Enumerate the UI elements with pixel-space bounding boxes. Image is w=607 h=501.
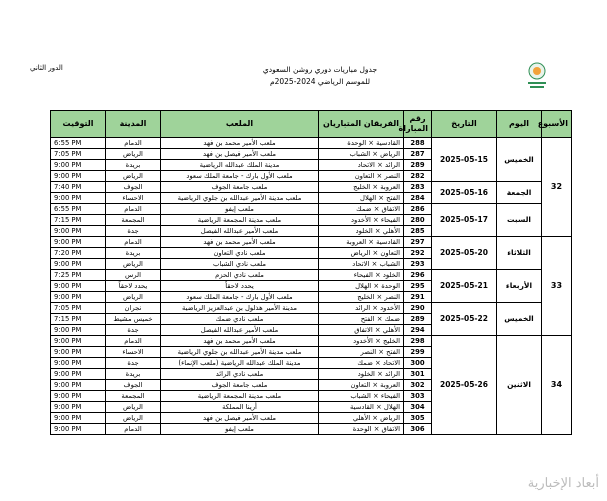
match-number-cell: 297 [404, 237, 432, 248]
day-cell: الأربعاء [497, 270, 542, 303]
stadium-cell: ملعب الأول بارك - جامعة الملك سعود [161, 171, 319, 182]
stadium-cell: ملعب نادي الرائد [161, 369, 319, 380]
col-stadium: الملعب [161, 111, 319, 138]
day-cell: الثلاثاء [497, 237, 542, 270]
stadium-cell: ملعب جامعة الجوف [161, 380, 319, 391]
city-cell: المجمعة [106, 391, 161, 402]
match-number-cell: 280 [404, 215, 432, 226]
day-cell: الخميس [497, 138, 542, 182]
stadium-cell: ملعب مدينة المجمعة الرياضية [161, 215, 319, 226]
city-cell: جدة [106, 325, 161, 336]
teams-cell: الفيحاء × الشباب [319, 391, 404, 402]
table-row [51, 270, 572, 281]
match-number-cell: 305 [404, 413, 432, 424]
city-cell: جدة [106, 358, 161, 369]
match-number-cell: 284 [404, 193, 432, 204]
match-number-cell: 306 [404, 424, 432, 435]
title-line-1: جدول مباريات دوري روشن السعودي [262, 65, 378, 74]
stadium-cell: ملعب جامعة الجوف [161, 182, 319, 193]
time-cell: 9:00 PM [51, 259, 106, 270]
teams-cell: الأخدود × الرائد [319, 303, 404, 314]
time-cell: 9:00 PM [51, 226, 106, 237]
time-cell: 9:00 PM [51, 402, 106, 413]
teams-cell: الخليج × الأخدود [319, 336, 404, 347]
teams-cell: النصر × التعاون [319, 171, 404, 182]
city-cell: الرياض [106, 149, 161, 160]
time-cell: 7:15 PM [51, 314, 106, 325]
stadium-cell: ملعب مدينة الأمير عبدالله بن جلوي الرياضية [161, 193, 319, 204]
table-header-row [51, 111, 572, 138]
match-number-cell: 289 [404, 160, 432, 171]
watermark: أبعاد الإخبارية [527, 476, 599, 491]
table-row [51, 138, 572, 149]
table-row [51, 204, 572, 215]
match-number-cell: 292 [404, 248, 432, 259]
city-cell: جدة [106, 226, 161, 237]
time-cell: 9:00 PM [51, 171, 106, 182]
teams-cell: القادسية × العروبة [319, 237, 404, 248]
league-logo-icon [522, 60, 552, 92]
city-cell: بريدة [106, 160, 161, 171]
day-cell: الجمعة [497, 182, 542, 204]
table-row [51, 303, 572, 314]
round-label: الدور الثاني [30, 64, 63, 72]
match-number-cell: 301 [404, 369, 432, 380]
col-teams: الفريقان المتباريان [319, 111, 404, 138]
match-number-cell: 283 [404, 182, 432, 193]
teams-cell: القادسية × الوحدة [319, 138, 404, 149]
day-cell: الخميس [497, 303, 542, 336]
time-cell: 7:05 PM [51, 303, 106, 314]
city-cell: بريدة [106, 369, 161, 380]
city-cell: خميس مشيط [106, 314, 161, 325]
stadium-cell: ملعب الأمير فيصل بن فهد [161, 149, 319, 160]
time-cell: 9:00 PM [51, 336, 106, 347]
stadium-cell: ملعب الأمير عبدالله الفيصل [161, 325, 319, 336]
stadium-cell: ملعب إيفو [161, 424, 319, 435]
teams-cell: الأهلي × الاتفاق [319, 325, 404, 336]
city-cell: الرياض [106, 402, 161, 413]
city-cell: المجمعة [106, 215, 161, 226]
match-number-cell: 290 [404, 303, 432, 314]
time-cell: 7:20 PM [51, 248, 106, 259]
match-number-cell: 298 [404, 336, 432, 347]
teams-cell: التعاون × الرياض [319, 248, 404, 259]
city-cell: الاحساء [106, 193, 161, 204]
week-cell: 32 [542, 138, 572, 237]
match-number-cell: 296 [404, 270, 432, 281]
match-number-cell: 293 [404, 259, 432, 270]
stadium-cell: أرينا المملكة [161, 402, 319, 413]
teams-cell: العروبة × الخليج [319, 182, 404, 193]
time-cell: 7:40 PM [51, 182, 106, 193]
teams-cell: الرائد × الاتحاد [319, 160, 404, 171]
teams-cell: الاتفاق × الوحدة [319, 424, 404, 435]
schedule-table [50, 110, 572, 435]
city-cell: الجوف [106, 182, 161, 193]
match-number-cell: 288 [404, 138, 432, 149]
city-cell: الدمام [106, 336, 161, 347]
stadium-cell: ملعب إيفو [161, 204, 319, 215]
city-cell: الرياض [106, 413, 161, 424]
teams-cell: الفتح × النصر [319, 347, 404, 358]
title-line-2: للموسم الرياضي 2024-2025م [269, 77, 371, 86]
match-number-cell: 285 [404, 226, 432, 237]
city-cell: بريدة [106, 248, 161, 259]
time-cell: 9:00 PM [51, 237, 106, 248]
match-number-cell: 289 [404, 314, 432, 325]
col-match-number: رقم المباراة [404, 111, 432, 138]
teams-cell: الفيحاء × الأخدود [319, 215, 404, 226]
day-cell: السبت [497, 204, 542, 237]
city-cell: الرياض [106, 292, 161, 303]
time-cell: 9:00 PM [51, 424, 106, 435]
time-cell: 9:00 PM [51, 413, 106, 424]
match-number-cell: 287 [404, 149, 432, 160]
date-cell: 2025-05-17 [432, 204, 497, 237]
date-cell: 2025-05-16 [432, 182, 497, 204]
time-cell: 9:00 PM [51, 347, 106, 358]
stadium-cell: مدينة الملك عبدالله الرياضية (ملعب الإنماء) [161, 358, 319, 369]
time-cell: 9:00 PM [51, 391, 106, 402]
col-week: الأسبوع [542, 111, 572, 138]
match-number-cell: 299 [404, 347, 432, 358]
time-cell: 9:00 PM [51, 380, 106, 391]
table-row [51, 336, 572, 347]
teams-cell: الاتحاد × ضمك [319, 358, 404, 369]
teams-cell: الهلال × القادسية [319, 402, 404, 413]
city-cell: الرياض [106, 259, 161, 270]
time-cell: 9:00 PM [51, 325, 106, 336]
date-cell: 2025-05-20 [432, 237, 497, 270]
teams-cell: الفتح × الهلال [319, 193, 404, 204]
stadium-cell: ملعب نادي الحزم [161, 270, 319, 281]
match-number-cell: 291 [404, 292, 432, 303]
col-city: المدينة [106, 111, 161, 138]
city-cell: الدمام [106, 424, 161, 435]
time-cell: 9:00 PM [51, 281, 106, 292]
teams-cell: الشباب × الاتحاد [319, 259, 404, 270]
city-cell: الجوف [106, 380, 161, 391]
time-cell: 7:15 PM [51, 215, 106, 226]
city-cell: نجران [106, 303, 161, 314]
stadium-cell: يحدد لاحقاً [161, 281, 319, 292]
time-cell: 9:00 PM [51, 292, 106, 303]
match-number-cell: 286 [404, 204, 432, 215]
col-time: التوقيت [51, 111, 106, 138]
stadium-cell: ملعب الأمير محمد بن فهد [161, 336, 319, 347]
teams-cell: الأهلي × الخلود [319, 226, 404, 237]
date-cell: 2025-05-26 [432, 336, 497, 435]
time-cell: 7:05 PM [51, 149, 106, 160]
week-cell: 33 [542, 237, 572, 336]
match-number-cell: 302 [404, 380, 432, 391]
city-cell: الرس [106, 270, 161, 281]
match-number-cell: 304 [404, 402, 432, 413]
match-number-cell: 294 [404, 325, 432, 336]
match-number-cell: 303 [404, 391, 432, 402]
city-cell: الدمام [106, 237, 161, 248]
teams-cell: النصر × الخليج [319, 292, 404, 303]
time-cell: 6:55 PM [51, 138, 106, 149]
stadium-cell: ملعب نادي ضمك [161, 314, 319, 325]
table-row [51, 237, 572, 248]
day-cell: الاثنين [497, 336, 542, 435]
stadium-cell: ملعب الأمير محمد بن فهد [161, 237, 319, 248]
teams-cell: الرياض × الشباب [319, 149, 404, 160]
table-row [51, 182, 572, 193]
week-cell: 34 [542, 336, 572, 435]
col-day: اليوم [497, 111, 542, 138]
stadium-cell: ملعب الأمير محمد بن فهد [161, 138, 319, 149]
time-cell: 6:55 PM [51, 204, 106, 215]
match-number-cell: 282 [404, 171, 432, 182]
match-number-cell: 300 [404, 358, 432, 369]
match-number-cell: 295 [404, 281, 432, 292]
city-cell: الدمام [106, 204, 161, 215]
teams-cell: الرياض × الأهلي [319, 413, 404, 424]
date-cell: 2025-05-22 [432, 303, 497, 336]
stadium-cell: ملعب مدينة المجمعة الرياضية [161, 391, 319, 402]
city-cell: يحدد لاحقاً [106, 281, 161, 292]
teams-cell: العروبة × التعاون [319, 380, 404, 391]
date-cell: 2025-05-21 [432, 270, 497, 303]
city-cell: الدمام [106, 138, 161, 149]
time-cell: 9:00 PM [51, 358, 106, 369]
schedule-title [250, 64, 390, 88]
stadium-cell: ملعب الأمير فيصل بن فهد [161, 413, 319, 424]
city-cell: الاحساء [106, 347, 161, 358]
time-cell: 9:00 PM [51, 193, 106, 204]
stadium-cell: مدينة الأمير هذلول بن عبدالعزيز الرياضية [161, 303, 319, 314]
teams-cell: الوحدة × الهلال [319, 281, 404, 292]
stadium-cell: مدينة الملك عبدالله الرياضية [161, 160, 319, 171]
city-cell: الرياض [106, 171, 161, 182]
date-cell: 2025-05-15 [432, 138, 497, 182]
col-date: التاريخ [432, 111, 497, 138]
stadium-cell: ملعب مدينة الأمير عبدالله بن جلوي الرياضية [161, 347, 319, 358]
time-cell: 9:00 PM [51, 369, 106, 380]
stadium-cell: ملعب نادي التعاون [161, 248, 319, 259]
stadium-cell: ملعب الأول بارك - جامعة الملك سعود [161, 292, 319, 303]
time-cell: 9:00 PM [51, 160, 106, 171]
teams-cell: الرائد × الخلود [319, 369, 404, 380]
stadium-cell: ملعب الأمير عبدالله الفيصل [161, 226, 319, 237]
teams-cell: ضمك × الفتح [319, 314, 404, 325]
teams-cell: الاتفاق × ضمك [319, 204, 404, 215]
teams-cell: الخلود × الفيحاء [319, 270, 404, 281]
stadium-cell: ملعب نادي الشباب [161, 259, 319, 270]
time-cell: 7:25 PM [51, 270, 106, 281]
